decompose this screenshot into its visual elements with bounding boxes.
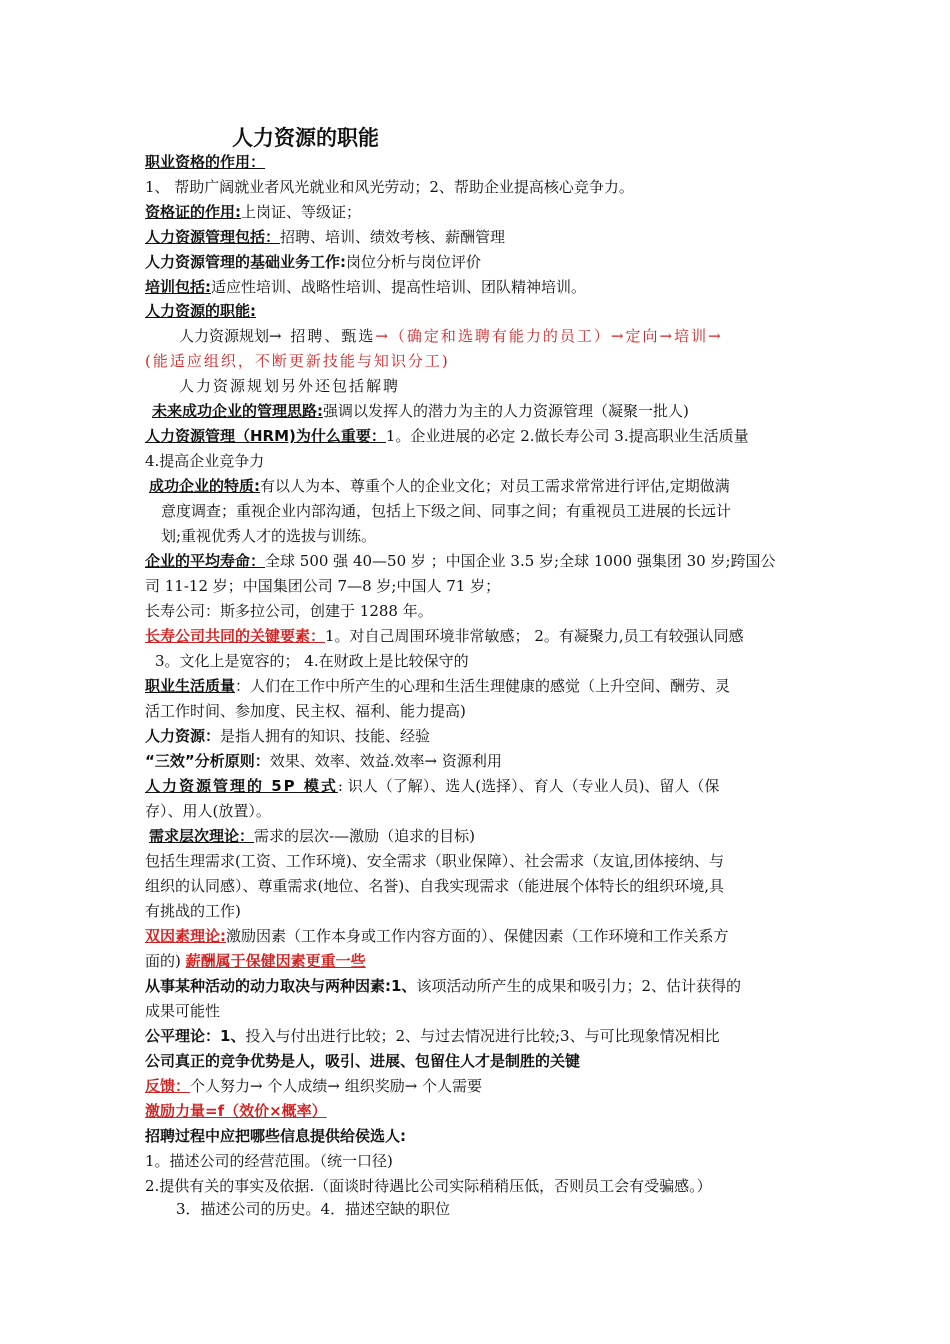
text-line: [145, 228, 810, 246]
hrm-basic-work-text: 岗位分析与岗位评价: [346, 253, 482, 271]
qualification-role-heading: 职业资格的作用：: [145, 153, 266, 171]
recruit-info-heading: 招聘过程中应把哪些信息提供给侯选人:: [145, 1127, 407, 1145]
salary-note: 薪酬属于保健因素更重一些: [185, 952, 366, 970]
text-line: [145, 877, 810, 895]
work-life-quality-heading: 职业生活质量: [145, 677, 236, 695]
success-traits-continued-2: 划;重视优秀人才的选拔与训练。: [161, 527, 377, 545]
key-factors-continued: 3。文化上是宽容的； 4.在财政上是比较保守的: [155, 652, 469, 670]
text-line: [145, 627, 810, 645]
text-line: [145, 427, 810, 445]
section-heading: [145, 153, 810, 171]
key-factors-heading: 长寿公司共同的关键要素：: [145, 627, 326, 645]
five-p-model-continued: 存）、用人(放置）。: [145, 802, 271, 820]
needs-hierarchy-text: 需求的层次-—激励（追求的目标): [254, 827, 475, 845]
qualification-role-text: 1、 帮助广阔就业者风光就业和风光劳动；2、帮助企业提高核心竞争力。: [145, 178, 634, 196]
motivation-factors-heading: 从事某种活动的动力取决与两种因素:1、: [145, 977, 417, 995]
text-line: [145, 253, 810, 271]
training-heading: 培训包括:: [145, 278, 211, 296]
text-line: [145, 727, 810, 745]
key-factors-text: 1。对自己周围环境非常敏感； 2。有凝聚力,员工有较强认同感: [325, 627, 744, 645]
hrm-includes-text: 招聘、培训、绩效考核、薪酬管理: [280, 228, 506, 246]
future-management-text: 强调以发挥人的潜力为主的人力资源管理（凝聚一批人): [323, 402, 689, 420]
work-life-quality-continued: 活工作时间、参加度、民主权、福利、能力提高): [145, 702, 466, 720]
human-resources-text: 是指人拥有的知识、技能、经验: [220, 727, 431, 745]
text-line: [145, 527, 810, 545]
text-line: [145, 852, 810, 870]
needs-hierarchy-continued-1: 包括生理需求(工资、工作环境)、安全需求（职业保障）、社会需求（友谊,团体接纳、与: [145, 852, 724, 870]
text-line: [145, 352, 810, 370]
text-line: [145, 1102, 810, 1120]
equity-theory-heading: 公平理论：1、: [145, 1027, 246, 1045]
text-line: [145, 552, 810, 570]
text-line: [145, 602, 810, 620]
text-line: [145, 677, 810, 695]
success-traits-heading: 成功企业的特质:: [149, 477, 260, 495]
recruit-info-item-1: 1。描述公司的经营范围。（统一口径): [145, 1152, 393, 1170]
three-effects-text: 效果、效率、效益.效率→ 资源利用: [269, 752, 502, 770]
text-line: [145, 577, 810, 595]
text-line: [145, 502, 810, 520]
five-p-model-text: : 识人（了解）、选人(选择）、育人（专业人员)、留人（保: [337, 777, 720, 795]
function-flow-continued: (能适应组织，不断更新技能与知识分工): [145, 352, 450, 370]
needs-hierarchy-continued-2: 组织的认同感）、尊重需求(地位、名誉)、自我实现需求（能进展个体特长的组织环境,具: [145, 877, 724, 895]
long-life-company-text: 长寿公司：斯多拉公司，创建于 1288 年。: [145, 602, 433, 620]
text-line: [145, 327, 810, 345]
text-line: [145, 1077, 810, 1095]
needs-hierarchy-heading: 需求层次理论：: [149, 827, 255, 845]
certificate-role-text: 上岗证、等级证；: [241, 203, 362, 221]
five-p-model-heading: 人力资源管理的 5P 模式: [145, 777, 338, 795]
text-line: [145, 952, 810, 970]
lifespan-continued: 司 11-12 岁；中国集团公司 7—8 岁;中国人 71 岁；: [145, 577, 501, 595]
recruit-select-text: → 招聘、甄选: [269, 327, 376, 345]
text-line: [145, 777, 810, 795]
text-line: [145, 452, 810, 470]
needs-hierarchy-continued-3: 有挑战的工作): [145, 902, 241, 920]
training-text: 适应性培训、战略性培训、提高性培训、团队精神培训。: [211, 278, 587, 296]
two-factor-heading: 双因素理论:: [145, 927, 226, 945]
lifespan-text: 全球 500 强 40—50 岁 ；中国企业 3.5 岁;全球 1000 强集团 30 岁;跨国公: [265, 552, 776, 570]
text-line: [145, 1002, 810, 1020]
text-line: [145, 1127, 810, 1145]
motivation-formula: 激励力量=f（效价×概率）: [145, 1102, 327, 1120]
text-line: [145, 902, 810, 920]
hr-functions-heading: 人力资源的职能:: [145, 302, 256, 320]
text-line: [145, 927, 810, 945]
text-line: [145, 827, 810, 845]
two-factor-text: 激励因素（工作本身或工作内容方面的）、保健因素（工作环境和工作关系方: [226, 927, 729, 945]
text-line: [145, 178, 810, 196]
hrm-basic-work-heading: 人力资源管理的基础业务工作:: [145, 253, 346, 271]
text-line: [145, 278, 810, 296]
success-traits-continued-1: 意度调查；重视企业内部沟通，包括上下级之间、同事之间；有重视员工进展的长远计: [161, 502, 732, 520]
text-line: [145, 977, 810, 995]
three-effects-heading: “三效”分析原则：: [145, 752, 270, 770]
text-line: [145, 1052, 810, 1070]
human-resources-heading: 人力资源：: [145, 727, 221, 745]
text-line: [145, 1200, 810, 1218]
competitive-advantage-statement: 公司真正的竞争优势是人，吸引、进展、包留住人才是制胜的关键: [145, 1052, 581, 1070]
lifespan-heading: 企业的平均寿命：: [145, 552, 266, 570]
recruit-info-item-3-4: 3．描述公司的历史。4．描述空缺的职位: [176, 1200, 451, 1218]
certificate-role-heading: 资格证的作用:: [145, 203, 241, 221]
motivation-factors-text: 该项活动所产生的成果和吸引力；2、估计获得的: [416, 977, 741, 995]
future-management-heading: 未来成功企业的管理思路:: [152, 402, 323, 420]
hr-planning-label: 人力资源规划: [179, 327, 270, 345]
success-traits-text: 有以人为本、尊重个人的企业文化；对员工需求常常进行评估,定期做满: [260, 477, 730, 495]
text-line: [145, 802, 810, 820]
hrm-importance-heading: 人力资源管理（HRM)为什么重要：: [145, 427, 386, 445]
hrm-importance-continued: 4.提高企业竞争力: [145, 452, 265, 470]
hrm-importance-text: 1。企业进展的必定 2.做长寿公司 3.提高职业生活质量: [385, 427, 749, 445]
text-line: [145, 377, 810, 395]
text-line: [145, 702, 810, 720]
document-title: 人力资源的职能: [232, 126, 379, 150]
text-line: [145, 203, 810, 221]
text-line: [145, 402, 810, 420]
motivation-factors-continued: 成果可能性: [145, 1002, 221, 1020]
recruit-info-item-2: 2.提供有关的事实及依据.（面谈时待遇比公司实际稍稍压低，否则员工会有受骗感。）: [145, 1177, 712, 1195]
function-flow-text: →（确定和选聘有能力的员工）→定向→培训→: [375, 327, 723, 345]
hrm-includes-heading: 人力资源管理包括：: [145, 228, 281, 246]
text-line: [145, 477, 810, 495]
equity-theory-text: 投入与付出进行比较；2、与过去情况进行比较;3、与可比现象情况相比: [245, 1027, 720, 1045]
hr-planning-dismissal: 人力资源规划另外还包括解聘: [179, 377, 401, 395]
two-factor-continued: 面的): [145, 952, 181, 970]
text-line: [145, 752, 810, 770]
text-line: [145, 1152, 810, 1170]
feedback-text: 个人努力→ 个人成绩→ 组织奖励→ 个人需要: [190, 1077, 483, 1095]
text-line: [145, 1177, 810, 1195]
work-life-quality-text: ：人们在工作中所产生的心理和生活生理健康的感觉（上升空间、酬劳、灵: [235, 677, 731, 695]
section-heading: [145, 302, 810, 320]
feedback-heading: 反馈：: [145, 1077, 191, 1095]
text-line: [145, 652, 810, 670]
text-line: [145, 1027, 810, 1045]
